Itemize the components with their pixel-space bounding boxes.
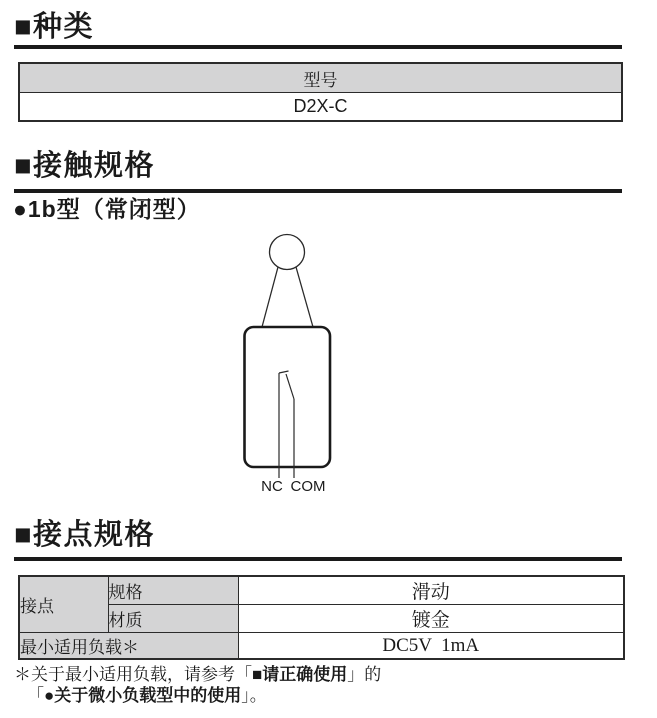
footnote	[14, 664, 381, 706]
material-value-cell: 镀金	[238, 605, 624, 633]
com-terminal-label: COM	[290, 478, 326, 495]
model-table-header-cell: 型号	[19, 63, 622, 93]
footnote-text: ＊关于最小适用负载，请参考「	[14, 665, 252, 684]
section-rule-contact-spec	[14, 557, 622, 561]
section-title-contact-form: ■接触规格	[14, 150, 156, 182]
table-row	[19, 576, 624, 605]
footnote-ref-subtitle: ●关于微小负载型中的使用	[44, 686, 242, 705]
table-row	[19, 633, 624, 660]
section-title-types: ■种类	[14, 11, 95, 43]
actuator-knob-circle	[270, 235, 305, 270]
switch-body-outline	[245, 327, 331, 467]
table-row	[19, 605, 624, 633]
footnote-text: 」。	[241, 686, 267, 705]
footnote-text: 」的	[347, 665, 382, 684]
table-row	[19, 93, 622, 122]
contact-spec-table	[18, 575, 625, 660]
section-rule-types	[14, 45, 622, 49]
actuator-right-line	[296, 267, 313, 327]
spec-label-cell: 规格	[108, 576, 238, 605]
table-row	[19, 63, 622, 93]
nc-terminal-label: NC	[261, 478, 283, 495]
section-rule-contact-form	[14, 189, 622, 193]
min-load-value-cell: DC5V 1mA	[238, 633, 624, 660]
actuator-left-line	[262, 267, 278, 327]
model-table-value-cell: D2X-C	[19, 93, 622, 122]
fixed-contact-tick	[279, 371, 289, 373]
switch-schematic-diagram	[0, 228, 657, 500]
model-table	[18, 62, 623, 122]
footnote-line-1	[14, 664, 381, 685]
contact-group-cell: 接点	[19, 576, 108, 633]
material-label-cell: 材质	[108, 605, 238, 633]
footnote-text: 「	[27, 686, 44, 705]
footnote-ref-title: ■请正确使用	[252, 665, 348, 684]
footnote-line-2	[14, 685, 381, 706]
min-load-label-cell: 最小适用负载＊	[19, 633, 238, 660]
spec-value-cell: 滑动	[238, 576, 624, 605]
section-title-contact-spec: ■接点规格	[14, 519, 156, 551]
movable-contact-line	[286, 374, 294, 399]
subsection-title-1b-type: ●1b型（常闭型）	[13, 196, 201, 222]
